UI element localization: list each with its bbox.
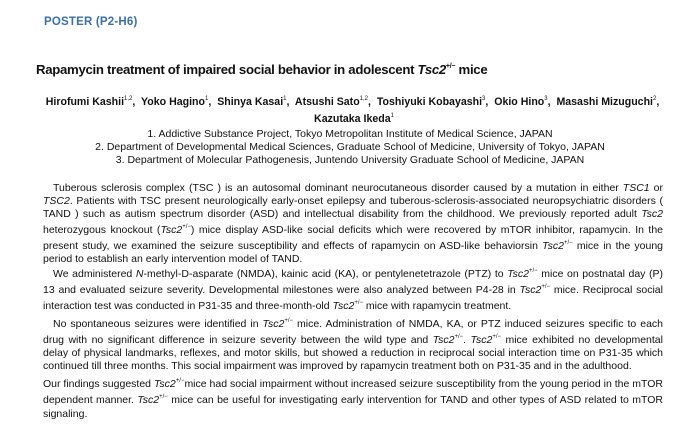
affiliation-item: 2. Department of Developmental Medical Sciences, Graduate School of Medicine, University of Tokyo, JAPAN xyxy=(95,140,605,153)
author-affiliation-mark: 3 xyxy=(544,96,548,102)
title-text: Rapamycin treatment of impaired social behavior in adolescent xyxy=(36,62,418,77)
affiliation-item: 3. Department of Molecular Pathogenesis, Juntendo University Graduate School of Medicine, JAPAN xyxy=(115,153,585,166)
abstract-paragraph: Tuberous sclerosis complex (TSC ) is an autosomal dominant neurocutaneous disorder caused by a mutation in either TSC1 or TSC2. Patients with TSC present neurologically early-onset epilepsy and tuberous-sclerosis-associated neuropsychiatric disorders ( TAND ) such as autism spectrum disorder (ASD) and intellectual disability from the childhood. We previously reported adult Tsc2 heterozygous knockout (Tsc2+/−) mice display ASD-like social deficits which were recovered by mTOR inhibitor, rapamycin. In the present study, we examined the seizure susceptibility and effects of rapamycin on ASD-like behaviorsin Tsc2+/− mice in the young period to establish an early intervention model of TAND. xyxy=(43,182,664,265)
author-affiliation-mark: 1 xyxy=(205,96,209,102)
affiliation-list xyxy=(50,128,650,166)
author-affiliation-mark: 3 xyxy=(482,96,486,102)
author-affiliation-mark: 1 xyxy=(283,96,287,102)
author-name: Toshiyuki Kobayashi xyxy=(376,96,483,108)
paper-title xyxy=(36,62,676,77)
affiliation-item: 1. Addictive Substance Project, Tokyo Metropolitan Institute of Medical Science, JAPAN xyxy=(147,128,553,140)
abstract-paragraph: Our findings suggested Tsc2+/−mice had social impairment without increased seizure susceptibility from the young period in the mTOR dependent manner. Tsc2+/− mice can be useful for investigating early intervention for TAND and other types of ASD related to mTOR signaling. xyxy=(43,377,663,420)
author-affiliation-mark: 1,2 xyxy=(124,96,133,102)
title-gene: Tsc2 xyxy=(417,62,446,77)
abstract xyxy=(43,182,663,422)
title-superscript: +/− xyxy=(445,63,456,70)
abstract-paragraph: We administered N-methyl-D-asparate (NMDA), kainic acid (KA), or pentylenetetrazole (PTZ) to Tsc2+/− mice on postnatal day (P) 13 and evaluated seizure severity. Developmental milestones were also analyzed between P4-28 in Tsc2+/− mice. Reciprocal social interaction test was conducted in P31-35 and three-month-old Tsc2+/− mice with rapamycin treatment. xyxy=(43,268,663,313)
author-name: Yoko Hagino xyxy=(141,96,205,108)
author-affiliation-mark: 1 xyxy=(390,113,394,119)
author-name: Okio Hino xyxy=(494,96,545,108)
author-affiliation-mark: 1,2 xyxy=(359,96,369,102)
title-suffix: mice xyxy=(455,62,488,77)
author-name: Shinya Kasai xyxy=(217,96,284,108)
author-list: Hirofumi Kashii$^{1,2}$, Yoko Hagino$^1$, Shinya Kasai$^1$, Atsushi Sato$^{1,2}$, Toshiyuki Kobayashi$^3$, Okio Hino$^3$, Masashi Mizuguchi$^2$, Kazutaka Ikeda$^1$ xyxy=(45,96,663,125)
author-name: Kazutaka Ikeda xyxy=(314,113,391,125)
author-name: Atsushi Sato xyxy=(294,96,360,108)
poster-label: POSTER (P2-H6) xyxy=(44,16,138,28)
author-affiliation-mark: 2 xyxy=(653,96,657,102)
author-name: Hirofumi Kashii xyxy=(45,96,125,108)
author-name: Masashi Mizuguchi xyxy=(556,96,653,108)
abstract-paragraph: No spontaneous seizures were identified in Tsc2+/− mice. Administration of NMDA, KA, or PTZ induced seizures specific to each drug with no significant difference in seizure severity between the wild type and Tsc2+/−. Tsc2+/− mice exhibited no developmental delay of physical landmarks, reflexes, and motor skills, but showed a reduction in reciprocal social interaction time on P31-35 which continued till three months. This social impairment was improved by rapamycin treatment both on P31-35 and in the adulthood. xyxy=(43,318,664,372)
